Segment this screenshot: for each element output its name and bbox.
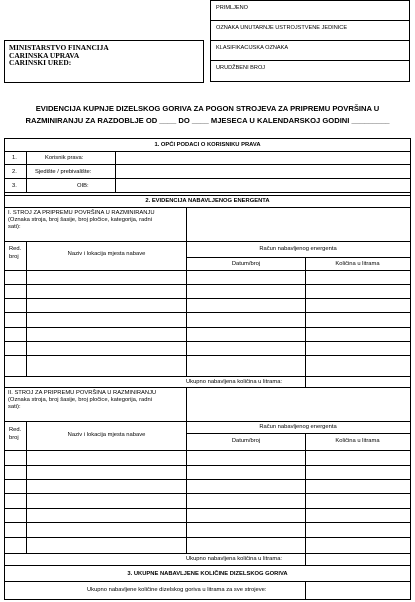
table1-col-red-label-cont: broj xyxy=(9,254,19,260)
section1-row-number: 1. xyxy=(12,155,17,161)
ministry-administration: CARINSKA UPRAVA xyxy=(9,50,80,60)
stamp-class-mark-label: KLASIFIKACIJSKA OZNAKA xyxy=(216,45,289,51)
divider xyxy=(5,421,410,422)
stamp-org-unit-label: OZNAKA UNUTARNJE USTROJSTVENE JEDINICE xyxy=(216,25,348,31)
machine1-details-field[interactable] xyxy=(187,208,409,240)
divider xyxy=(186,257,410,258)
machine2-description: (Oznaka stroja, broj šasije, broj pločice, kategorija, radni xyxy=(8,397,153,403)
table2-col-red-label: Red. xyxy=(9,427,22,433)
stamp-org-unit-field[interactable] xyxy=(211,21,409,41)
table-row[interactable] xyxy=(5,537,410,553)
residence-field[interactable] xyxy=(116,165,409,177)
ministry-header-box xyxy=(4,40,204,83)
machine2-details-field[interactable] xyxy=(187,388,409,420)
table-row[interactable] xyxy=(5,493,410,508)
machine1-description-cont: sati): xyxy=(8,224,21,230)
machine2-description-cont: sati): xyxy=(8,404,21,410)
table2-col-qty-header: Količina u litrama xyxy=(335,438,380,444)
grand-total-label: Ukupno nabavljene količine dizelskog goriva u litrama za sve strojeve: xyxy=(87,587,267,593)
section1-row-number: 3. xyxy=(12,183,17,189)
document-title-line1: EVIDENCIJA KUPNJE DIZELSKOG GORIVA ZA POGON STROJEVA ZA PRIPREMU POVRŠINA U xyxy=(35,104,380,113)
table1-col-invoice-header: Račun nabavljenog energenta xyxy=(259,246,337,252)
registry-stamp-box xyxy=(210,0,410,82)
owner-name-field[interactable] xyxy=(116,152,409,164)
oib-label: OIB: xyxy=(77,183,89,189)
table-row[interactable] xyxy=(5,312,410,327)
section2-header: 2. EVIDENCIJA NABAVLJENOG ENERGENTA xyxy=(145,198,270,204)
stamp-reg-number-field[interactable] xyxy=(211,61,409,82)
table-row[interactable] xyxy=(5,465,410,479)
grand-total-field[interactable] xyxy=(306,582,409,598)
table1-col-name-header: Naziv i lokacija mjesta nabave xyxy=(67,251,146,257)
divider xyxy=(186,433,410,434)
table1-total-label: Ukupno nabavljena količina u litrama: xyxy=(186,379,283,385)
section1-header: 1. OPĆI PODACI O KORISNIKU PRAVA xyxy=(154,142,261,148)
stamp-received-field[interactable] xyxy=(211,1,409,21)
table1-col-qty-header: Količina u litrama xyxy=(335,261,380,267)
stamp-reg-number-label: URUDŽBENI BROJ xyxy=(216,65,266,71)
table-row[interactable] xyxy=(5,270,410,284)
table2-col-name-header: Naziv i lokacija mjesta nabave xyxy=(67,432,146,438)
table-row[interactable] xyxy=(5,327,410,341)
machine2-title: II. STROJ ZA PRIPREMU POVRŠINA U RAZMINIRANJU xyxy=(8,390,157,396)
table-row[interactable] xyxy=(5,284,410,298)
section1-row-number: 2. xyxy=(12,169,17,175)
form-frame xyxy=(4,138,411,600)
table2-total-label: Ukupno nabavljena količina u litrama: xyxy=(186,556,283,562)
section3-header: 3. UKUPNE NABAVLJENE KOLIČINE DIZELSKOG GORIVA xyxy=(127,571,288,577)
divider xyxy=(26,151,27,192)
machine1-description: (Oznaka stroja, broj šasije, broj pločice, kategorija, radni xyxy=(8,217,153,223)
divider xyxy=(5,565,410,566)
table-row[interactable] xyxy=(5,522,410,537)
table-row[interactable] xyxy=(5,508,410,522)
ministry-name: MINISTARSTVO FINANCIJA xyxy=(9,43,109,52)
table2-col-red-label-cont: broj xyxy=(9,435,19,441)
document-title-line2: RAZMINIRANJU ZA RAZDOBLJE OD ____ DO ____ MJESECA U KALENDARSKOJ GODINI _________ xyxy=(25,116,390,125)
table1-total-field[interactable] xyxy=(306,377,409,387)
divider xyxy=(5,192,410,193)
table2-col-date-header: Datum/broj xyxy=(231,438,261,444)
owner-name-label: Korisnik prava: xyxy=(45,155,84,161)
divider xyxy=(5,241,410,242)
table-row[interactable] xyxy=(5,341,410,355)
oib-field[interactable] xyxy=(116,179,409,191)
machine1-title: I. STROJ ZA PRIPREMU POVRŠINA U RAZMINIRANJU xyxy=(8,210,155,216)
table2-total-field[interactable] xyxy=(306,554,409,565)
stamp-received-label: PRIMLJENO xyxy=(216,5,249,11)
table1-col-red-label: Red. xyxy=(9,246,22,252)
table2-col-invoice-header: Račun nabavljenog energenta xyxy=(259,424,337,430)
table1-col-date-header: Datum/broj xyxy=(231,261,261,267)
table-row[interactable] xyxy=(5,479,410,493)
divider xyxy=(5,195,410,196)
stamp-class-mark-field[interactable] xyxy=(211,41,409,61)
table-row[interactable] xyxy=(5,298,410,312)
customs-office-label: CARINSKI URED: xyxy=(9,58,72,68)
residence-label: Sjedište / prebivalište: xyxy=(35,169,92,175)
table-row[interactable] xyxy=(5,355,410,376)
table-row[interactable] xyxy=(5,450,410,465)
